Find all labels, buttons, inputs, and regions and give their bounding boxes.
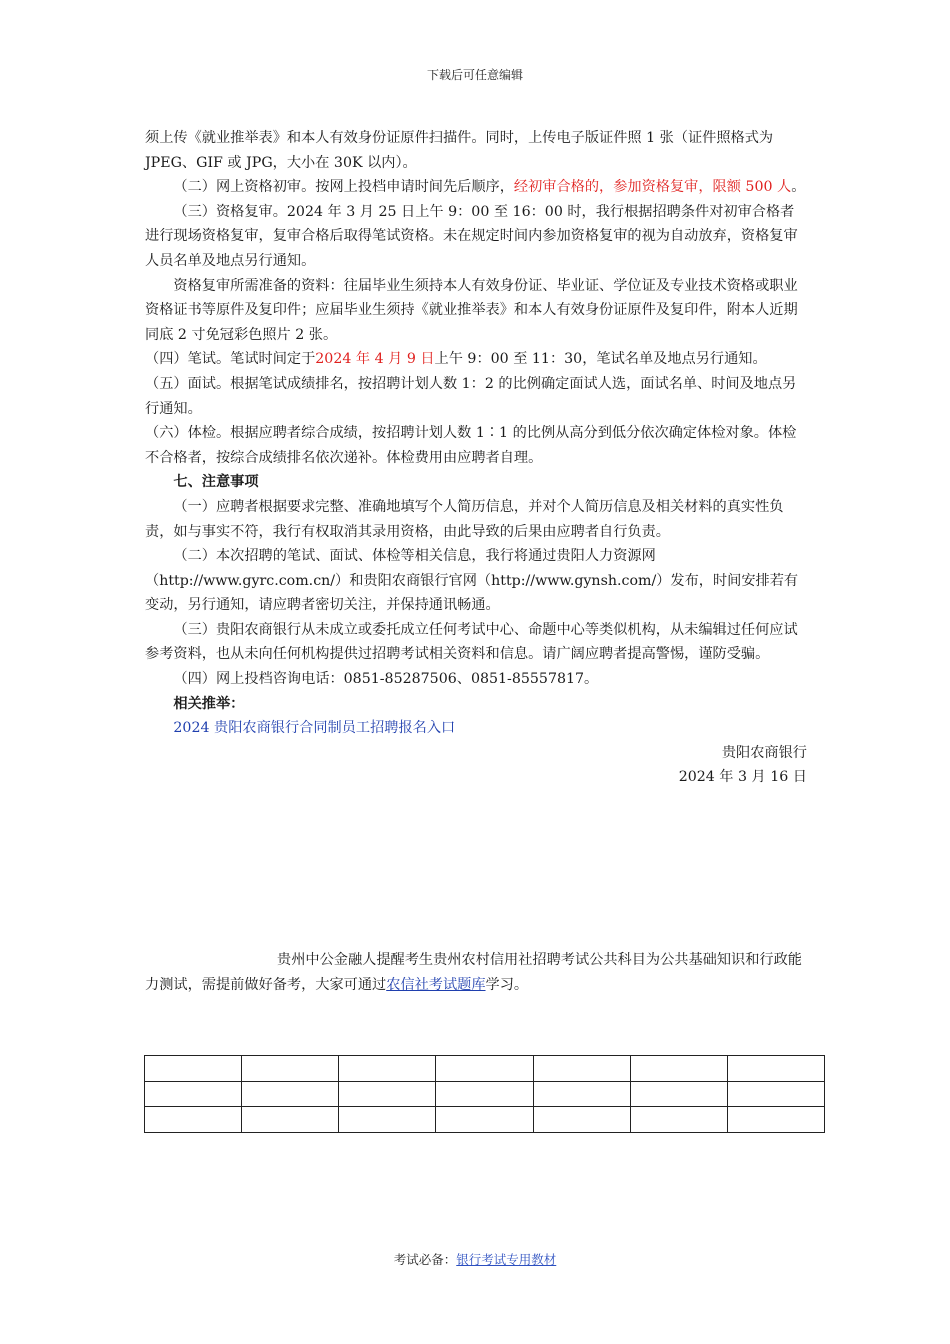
highlight-date: 2024 年 4 月 9 日 [315, 351, 435, 368]
paragraph-text: （二）网上资格初审。按网上投档申请时间先后顺序， [173, 179, 514, 196]
textbook-link[interactable]: 银行考试专用教材 [456, 1252, 557, 1267]
paragraph: 须上传《就业推举表》和本人有效身份证原件扫描件。同时，上传电子版证件照 1 张（证件照格式为 JPEG、GIF 或 JPG，大小在 30K 以内）。 [145, 130, 774, 171]
blank-table [144, 1055, 825, 1133]
notice-item: （四）网上投档咨询电话：0851-85287506、0851-85557817。 [173, 671, 599, 688]
paragraph-text: 上午 9：00 至 11：30，笔试名单及地点另行通知。 [434, 351, 767, 368]
paragraph-text: 。 [791, 179, 806, 196]
paragraph-materials: 资格复审所需准备的资料：往届毕业生须持本人有效身份证、毕业证、学位证及专业技术资格或职业资格证书等原件及复印件；应届毕业生须持《就业推举表》和本人有效身份证原件及复印件，附本人近期同底 2 寸免冠彩色照片 2 张。 [145, 277, 798, 343]
paragraph-re-review: （三）资格复审。2024 年 3 月 25 日上午 9：00 至 16：00 时，我行根据招聘条件对初审合格者进行现场资格复审，复审合格后取得笔试资格。未在规定时间内参加资格复审的视为自动放弃，资格复审人员名单及地点另行通知。 [145, 203, 798, 269]
table-row [145, 1056, 825, 1082]
paragraph-interview: （五）面试。根据笔试成绩排名，按招聘计划人数 1：2 的比例确定面试人选，面试名单、时间及地点另行通知。 [145, 375, 797, 417]
table-row [145, 1107, 825, 1133]
highlight-text: 经初审合格的，参加资格复审，限额 500 人 [513, 179, 792, 196]
notice-item: （二）本次招聘的笔试、面试、体检等相关信息，我行将通过贵阳人力资源网（http://www.gyrc.com.cn/）和贵阳农商银行官网（http://www.gynsh.com/）发布，时间安排若有变动，另行通知，请应聘者密切关注，并保持通讯畅通。 [145, 548, 799, 614]
notice-item: （一）应聘者根据要求完整、准确地填写个人简历信息，并对个人简历信息及相关材料的真实性负责，如与事实不符，我行有权取消其录用资格，由此导致的后果由应聘者自行负责。 [145, 498, 784, 540]
signature: 贵阳农商银行 [721, 744, 807, 761]
related-label: 相关推举： [173, 695, 245, 712]
paragraph-written-test [145, 347, 807, 372]
header-note: 下载后可任意编辑 [426, 68, 523, 82]
promo-paragraph [145, 934, 807, 1012]
date: 2024 年 3 月 16 日 [678, 769, 807, 786]
promo-text: 学习。 [485, 976, 529, 993]
paragraph-text: （四）笔试。笔试时间定于 [145, 351, 316, 368]
notice-item: （三）贵阳农商银行从未成立或委托成立任何考试中心、命题中心等类似机构，从未编辑过任何应试参考资料，也从未向任何机构提供过招聘考试相关资料和信息。请广阔应聘者提高警惕，谨防受骗。 [145, 621, 798, 663]
related-link[interactable]: 2024 贵阳农商银行合同制员工招聘报名入口 [173, 720, 456, 737]
table-row [145, 1081, 825, 1107]
footer-label: 考试必备： [393, 1252, 457, 1267]
section-heading: 七、注意事项 [173, 474, 259, 491]
paragraph-physical-exam: （六）体检。根据应聘者综合成绩，按招聘计划人数 1∶1 的比例从高分到低分依次确定体检对象。体检不合格者，按综合成绩排名依次递补。体检费用由应聘者自理。 [145, 425, 797, 466]
question-bank-link[interactable]: 农信社考试题库 [386, 976, 486, 993]
footer [0, 1250, 950, 1268]
document-body [145, 126, 807, 790]
promo-text: 贵州中公金融人提醒考生贵州农村信用社招聘考试公共科目为公共基础知识和行政能力测试，需提前做好备考，大家可通过 [145, 952, 802, 993]
paragraph-preliminary-review [145, 175, 807, 200]
